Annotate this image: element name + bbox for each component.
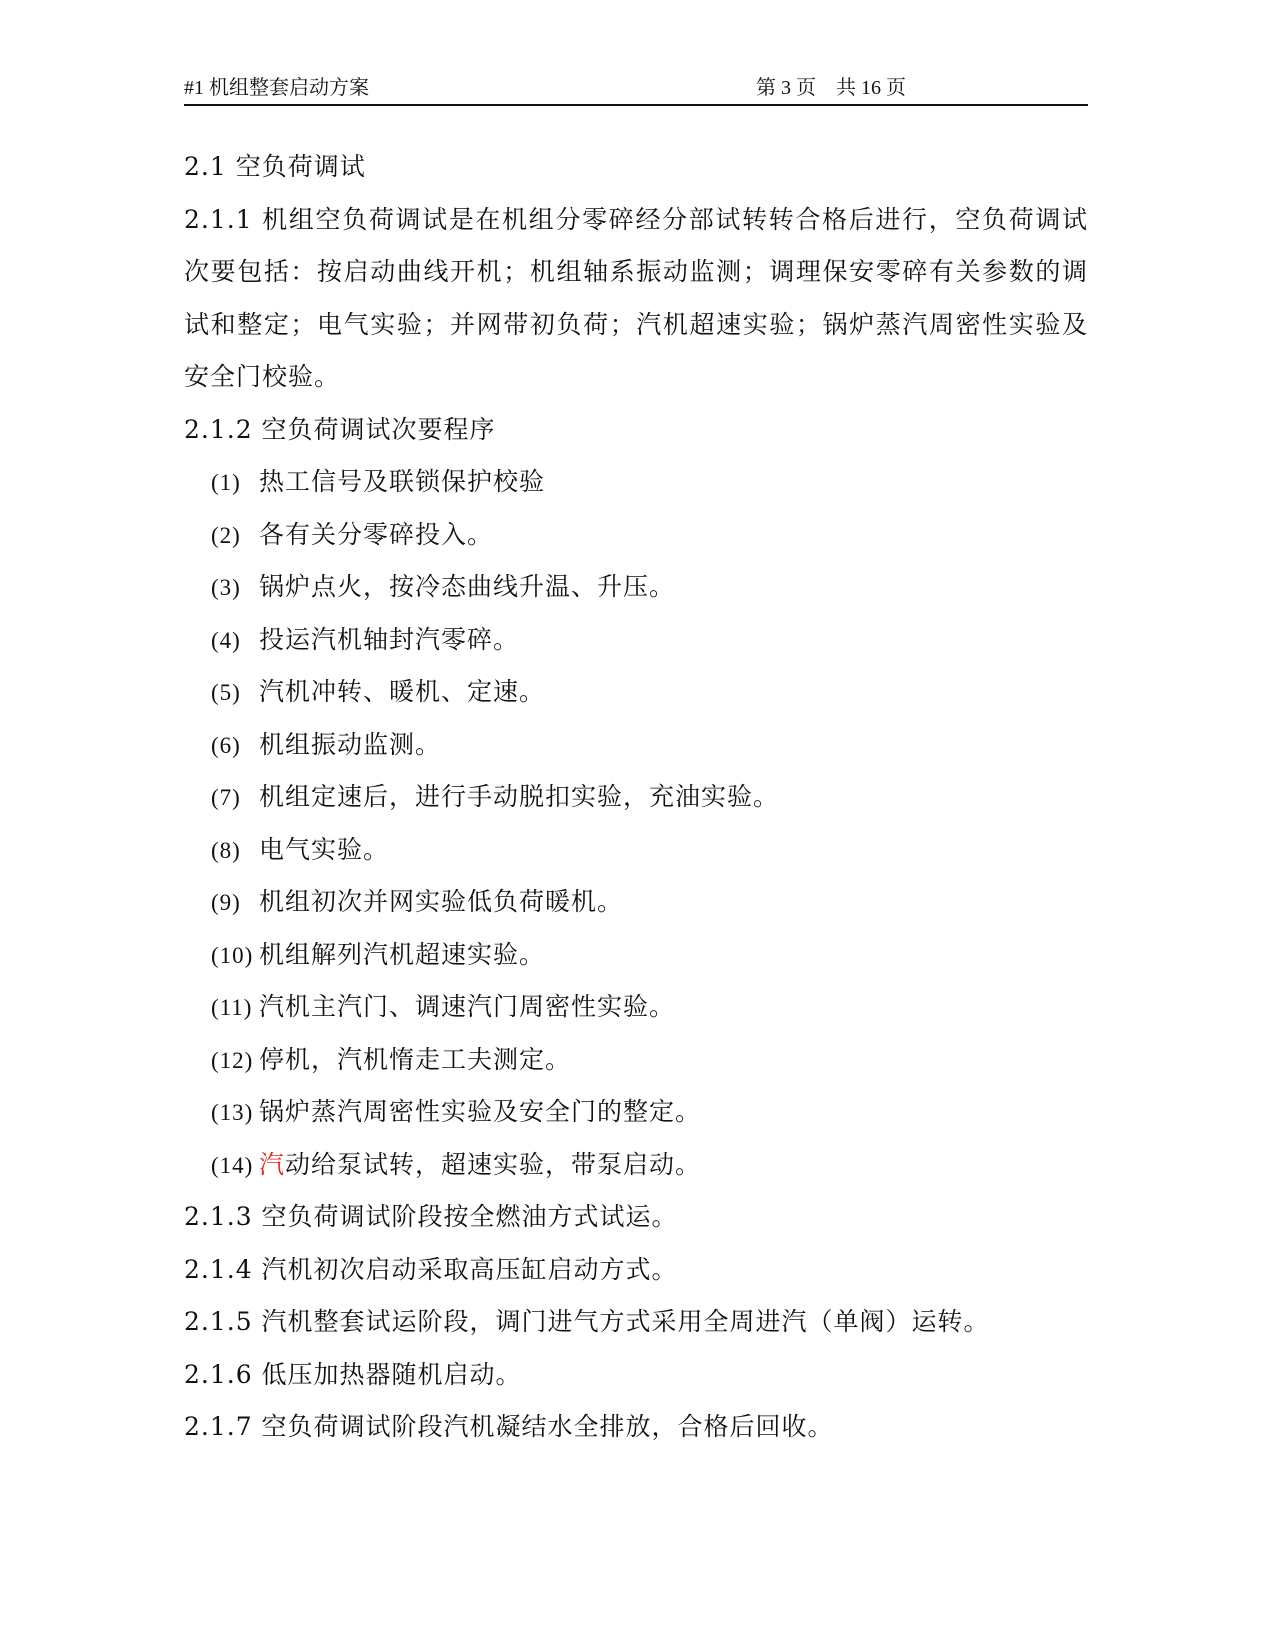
paragraph-2-1-2: 2.1.2 空负荷调试次要程序: [184, 414, 496, 444]
list-item-text: 机组初次并网实验低负荷暖机。: [259, 887, 624, 916]
list-item-number: (6): [211, 732, 241, 758]
list-item-number: (4): [211, 627, 241, 653]
list-item-text: 汽机主汽门、调速汽门周密性实验。: [259, 992, 676, 1021]
list-item-text: 锅炉点火，按冷态曲线升温、升压。: [259, 572, 676, 601]
list-item-text: 热工信号及联锁保护校验: [259, 467, 546, 496]
list-item-text: 投运汽机轴封汽零碎。: [259, 624, 520, 654]
list-item: [184, 614, 1088, 667]
list-item-number: (14): [211, 1152, 254, 1178]
paragraph-2-1-4: 2.1.4 汽机初次启动采取高压缸启动方式。: [184, 1254, 678, 1284]
page-header: [184, 70, 1088, 106]
list-item: [184, 1139, 1088, 1192]
document-body: [184, 141, 1088, 1454]
list-item-text: 机组解列汽机超速实验。: [259, 939, 546, 969]
list-item-number: (9): [211, 890, 241, 915]
list-item-number: (10): [211, 942, 254, 968]
list-item: [184, 981, 1088, 1034]
list-item-number: (12): [211, 1047, 254, 1073]
list-item-number: (8): [211, 837, 241, 863]
list-item: [184, 929, 1088, 982]
list-item-text: 机组定速后，进行手动脱扣实验，充油实验。: [259, 782, 780, 811]
header-divider: [184, 104, 1088, 106]
list-item-text: 机组振动监测。: [259, 729, 442, 759]
list-item: [184, 561, 1088, 614]
paragraph-2-1-5: 2.1.5 汽机整套试运阶段，调门进气方式采用全周进汽（单阀）运转。: [184, 1307, 990, 1336]
list-item-text: 汽机冲转、暖机、定速。: [259, 677, 546, 706]
list-item-text: 停机，汽机惰走工夫测定。: [259, 1044, 572, 1074]
paragraph-2-1-6: 2.1.6 低压加热器随机启动。: [184, 1359, 522, 1389]
list-item: [184, 876, 1088, 929]
paragraph-2-1-1: 2.1.1 机组空负荷调试是在机组分零碎经分部试转转合格后进行，空负荷调试次要包括：按启动曲线开机；机组轴系振动监测；调理保安零碎有关参数的调试和整定；电气实验；并网带初负荷；汽机超速实验；锅炉蒸汽周密性实验及安全门校验。: [184, 204, 1088, 391]
list-item-number: (7): [211, 785, 241, 810]
list-item: [184, 509, 1088, 562]
list-item-text: 电气实验。: [259, 834, 390, 864]
procedure-list: [184, 456, 1088, 1191]
list-item-number: (11): [211, 995, 253, 1020]
list-item: [184, 824, 1088, 877]
list-item-number: (1): [211, 470, 241, 495]
list-item-number: (3): [211, 575, 241, 600]
document-title: #1 机组整套启动方案: [184, 77, 369, 99]
page-number: 第 3 页 共 16 页: [756, 77, 906, 99]
list-item-number: (13): [211, 1100, 254, 1125]
list-item: [184, 456, 1088, 509]
list-item: [184, 1086, 1088, 1139]
list-item-text: [259, 1139, 701, 1192]
list-item-text: 各有关分零碎投入。: [259, 519, 494, 549]
section-heading: 2.1 空负荷调试: [184, 152, 366, 181]
list-item: [184, 771, 1088, 824]
highlighted-character: 汽: [259, 1149, 286, 1179]
list-item-number: (2): [211, 522, 241, 548]
list-item-text: 锅炉蒸汽周密性实验及安全门的整定。: [259, 1097, 702, 1126]
paragraph-2-1-3: 2.1.3 空负荷调试阶段按全燃油方式试运。: [184, 1202, 678, 1231]
list-item: [184, 666, 1088, 719]
paragraph-2-1-7: 2.1.7 空负荷调试阶段汽机凝结水全排放，合格后回收。: [184, 1412, 834, 1441]
list-item: [184, 719, 1088, 772]
list-item: [184, 1034, 1088, 1087]
list-item-text-rest: 动给泵试转，超速实验，带泵启动。: [285, 1149, 702, 1179]
list-item-number: (5): [211, 680, 241, 705]
